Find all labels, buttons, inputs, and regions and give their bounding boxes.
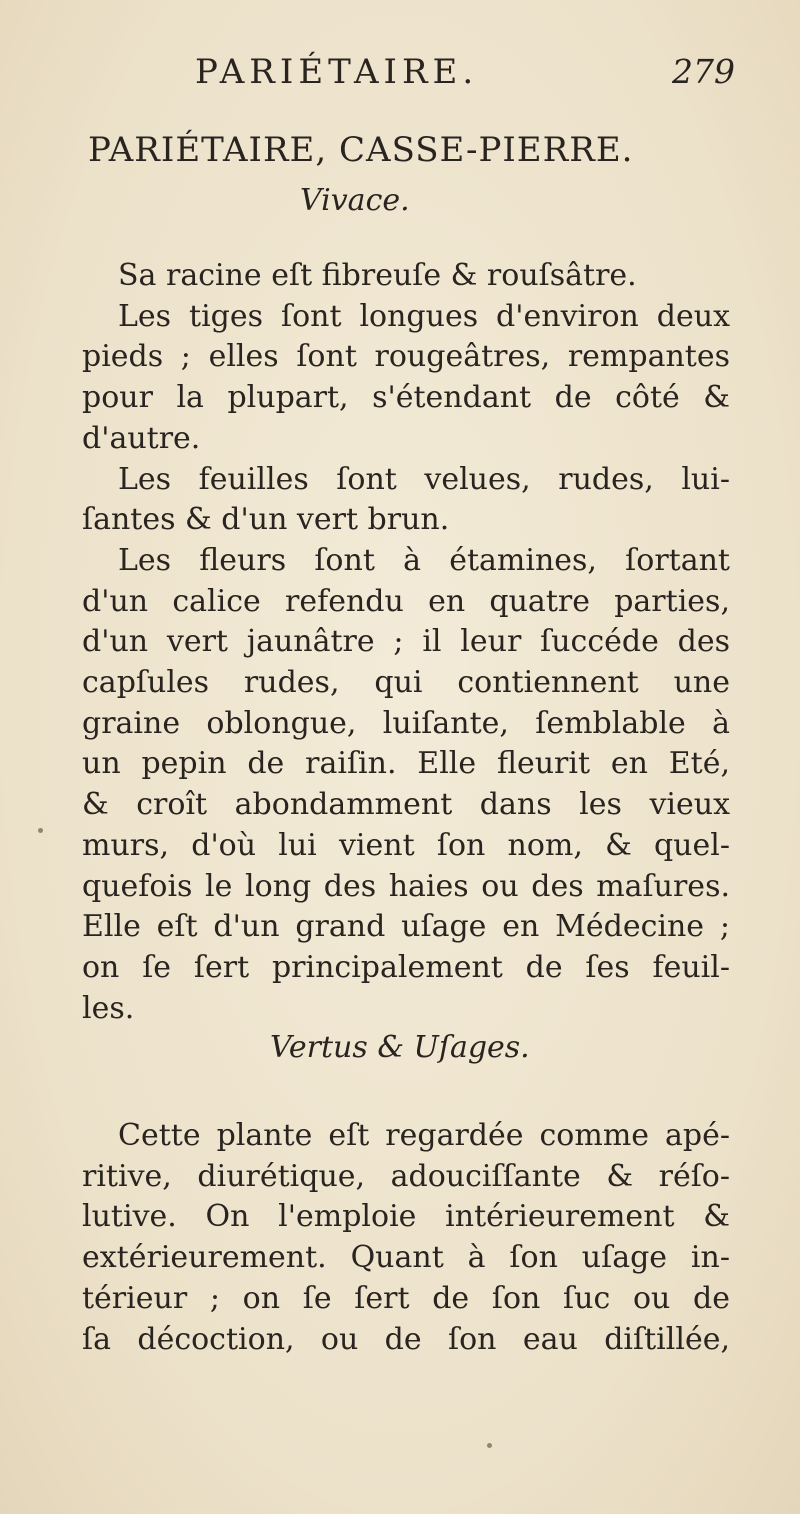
text-line: ſa décoction, ou de ſon eau diſtillée, <box>82 1321 730 1357</box>
running-head-title: PARIÉTAIRE. <box>195 52 479 92</box>
text-line: lutive. On l'emploie intérieurement & <box>82 1199 730 1235</box>
description-text <box>82 256 730 1029</box>
text-line: murs, d'où lui vient ſon nom, & quel- <box>82 827 730 863</box>
text-line: graine oblongue, luiſante, ſemblable à <box>82 705 730 741</box>
running-head <box>195 52 735 102</box>
text-line: pour la plupart, s'étendant de côté & <box>82 380 730 416</box>
text-line: extérieurement. Quant à ſon uſage in- <box>82 1240 730 1276</box>
paper-speck <box>487 1443 492 1448</box>
text-line: les. <box>82 990 135 1026</box>
text-line: Les feuilles ſont velues, rudes, lui- <box>118 461 730 497</box>
text-line: d'autre. <box>82 420 201 456</box>
uses-heading: Vertus & Uſages. <box>270 1030 530 1065</box>
text-line: ſantes & d'un vert brun. <box>82 502 450 538</box>
text-line: térieur ; on ſe ſert de ſon ſuc ou de <box>82 1280 730 1316</box>
text-line: d'un calice refendu en quatre parties, <box>82 583 730 619</box>
page-number: 279 <box>672 52 735 91</box>
text-line: Les fleurs ſont à étamines, ſortant <box>118 542 730 578</box>
text-line: on ſe ſert principalement de ſes feuil- <box>82 949 730 985</box>
text-line: ritive, diurétique, adouciſſante & réſo- <box>82 1158 730 1194</box>
paragraph-uses <box>82 1116 730 1360</box>
text-line: un pepin de raiſin. Elle fleurit en Eté, <box>82 746 730 782</box>
text-line: Elle eſt d'un grand uſage en Médecine ; <box>82 909 730 945</box>
section-subtitle: Vivace. <box>300 183 410 218</box>
text-line: & croît abondamment dans les vieux <box>82 787 730 823</box>
text-line: capſules rudes, qui contiennent une <box>82 665 730 701</box>
text-line: d'un vert jaunâtre ; il leur ſuccéde des <box>82 624 730 660</box>
text-line: quefois le long des haies ou des maſures. <box>82 868 730 904</box>
text-line: Les tiges ſont longues d'environ deux <box>118 298 730 334</box>
paragraph-fleurs <box>82 541 730 1029</box>
paragraph-racine <box>82 256 730 297</box>
text-line: pieds ; elles ſont rougeâtres, rempantes <box>82 339 730 375</box>
paragraph-tiges <box>82 297 730 460</box>
text-line: Cette plante eſt regardée comme apé- <box>118 1118 730 1153</box>
paragraph-feuilles <box>82 460 730 541</box>
uses-text <box>82 1116 730 1360</box>
paper-speck <box>38 828 43 833</box>
section-title: PARIÉTAIRE, CASSE-PIERRE. <box>88 130 634 170</box>
text-line: Sa racine eſt fibreuſe & rouſsâtre. <box>118 258 637 293</box>
